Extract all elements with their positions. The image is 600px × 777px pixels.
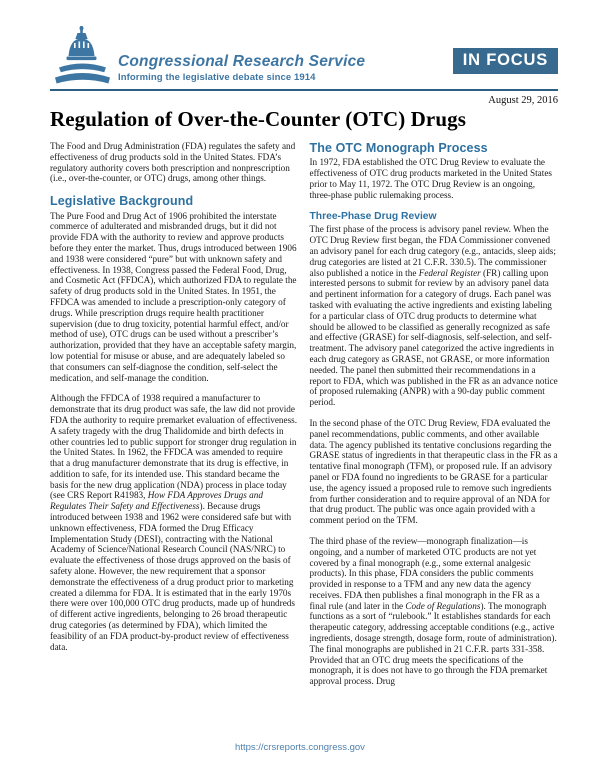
subsection-heading-three-phase-drug-review: Three-Phase Drug Review: [309, 210, 437, 222]
in-focus-badge: IN FOCUS: [453, 48, 558, 74]
paragraph-legislative-2: Although the FFDCA of 1938 required a manufacturer to demonstrate that its drug product was safe, the law did not provide FDA the authority to require premarket evaluation of effectiveness. A safety tragedy with the drug Thalidomide and birth defects in other countries led to public support for stronger drug regulation in the United States. In 1962, the FFDCA was amended to require that a drug manufacturer demonstrate that its drug is effective, in addition to safe, for its intended use. This standard became the basis for the new drug application (NDA) process in place today (see CRS Report R41983, How FDA Approves Drugs and Regulates Their Safety and Effectiveness). Because drugs introduced between 1938 and 1962 were considered safe but with unknown effectiveness, FDA formed the Drug Efficacy Implementation Study (DESI), contracting with the National Academy of Science/National Research Council (NAS/NRC) to evaluate the effectiveness of those drugs approved on the basis of safety alone. However, the new requirement that a sponsor demonstrate the effectiveness of a drug product prior to marketing created a dilemma for FDA. It is estimated that in the early 1970s there were over 100,000 OTC drug products, made up of hundreds of different active ingredients, belonging to 26 broad therapeutic drug categories (as determined by FDA), which limited the feasibility of an FDA product-by-product review of effectiveness data.: [50, 393, 298, 652]
intro-paragraph: The Food and Drug Administration (FDA) regulates the safety and effectiveness of drug products sold in the United States. FDA’s regulatory authority covers both prescription and nonprescription (i.e., over-the-counter, or OTC) drugs, among other things.: [50, 141, 296, 184]
two-column-layout: [50, 141, 558, 697]
header: [50, 26, 558, 88]
org-name: Congressional Research Service: [118, 52, 366, 70]
logo-text: [118, 54, 365, 89]
section-heading-otc-monograph-process: The OTC Monograph Process: [309, 141, 488, 155]
paragraph-legislative-1: The Pure Food and Drug Act of 1906 prohibited the interstate commerce of adulterated and misbranded drugs, but it did not provide FDA with the authority to review and approve products before they enter the market. Thus, drugs introduced between 1906 and 1938 were considered “pure” but with unknown safety and effectiveness. In 1938, Congress passed the Federal Food, Drug, and Cosmetic Act (FFDCA), which authorized FDA to regulate the safety of drug products sold in the United States. In 1951, the FFDCA was amended to include a prescription-only category of drugs. While prescription drugs require health practitioner supervision (due to drug toxicity, potential harmful effect, and/or method of use), OTC drugs can be used without a prescriber’s authorization, provided that they have an acceptable safety margin, low potential for misuse or abuse, and are adequately labeled so that consumers can self-diagnose the condition, self-select the medication, and self-manage the condition.: [50, 210, 297, 383]
page-title: Regulation of Over-the-Counter (OTC) Drugs: [50, 107, 466, 131]
publication-date: August 29, 2016: [488, 95, 558, 106]
left-column: [50, 141, 299, 697]
paragraph-monograph-intro: In 1972, FDA established the OTC Drug Review to evaluate the effectiveness of OTC drug products marketed in the United States prior to May 11, 1972. The OTC Drug Review is an ongoing, three-phase public rulemaking process.: [309, 157, 552, 200]
footer: [0, 737, 600, 755]
capitol-dome-icon: [55, 26, 110, 89]
paragraph-phase-2: In the second phase of the OTC Drug Review, FDA evaluated the panel recommendations, public comments, and other available data. The agency published its tentative conclusions regarding the GRASE status of ingredients in that therapeutic class in the FR as a tentative final monograph (TFM), or proposed rule. If an advisory panel or FDA found no ingredients to be GRASE for a particular use, the agency issued a proposed rule to remove such ingredients from further consideration and to require approval of an NDA for that drug product. The public was once again provided with a comment period on the TFM.: [309, 417, 558, 526]
section-heading-legislative-background: Legislative Background: [50, 194, 194, 209]
crs-logo: [55, 26, 365, 89]
org-tagline: Informing the legislative debate since 1914: [118, 72, 316, 83]
right-column: [310, 141, 559, 697]
footer-link[interactable]: https://crsreports.congress.gov: [235, 742, 365, 753]
paragraph-phase-3: The third phase of the review—monograph finalization—is ongoing, and a number of marketed OTC products are not yet covered by a final monograph (e.g., some external analgesic products). In this phase, FDA considers the public comments provided in response to a TFM and any new data the agency receives. FDA then publishes a final monograph in the FR as a final rule (and later in the Code of Regulations). The monograph functions as a sort of “rulebook.” It establishes standards for each therapeutic category, addressing acceptable conditions (e.g., active ingredients, dosage strength, dosage form, route of administration). The final monographs are published in 21 C.F.R. parts 331-358. Provided that an OTC drug meets the specifications of the monograph, it is does not have to go through the FDA premarket approval process. Drug: [309, 535, 557, 687]
paragraph-phase-1: The first phase of the process is advisory panel review. When the OTC Drug Review first began, the FDA Commissioner convened an advisory panel for each drug category (e.g., antacids, sleep aids; drug categories are listed at 21 C.F.R. 330.5). The commissioner also published a notice in the Federal Register (FR) calling upon interested persons to submit for review by an advisory panel data and pertinent information for a category of drugs. Each panel was tasked with evaluating the active ingredients and existing labeling for a particular class of OTC drug products to determine what should be allowed to be classified as generally recognized as safe and effective (GRASE) for self-diagnosis, self-selection, and self-treatment. The advisory panel categorized the active ingredients in each drug category as GRASE, not GRASE, or more information needed. The panel then submitted their recommendations in a report to FDA, which was published in the FR as an advance notice of proposed rulemaking (ANPR) with a 90-day public comment period.: [309, 224, 558, 408]
header-divider: [50, 89, 558, 91]
